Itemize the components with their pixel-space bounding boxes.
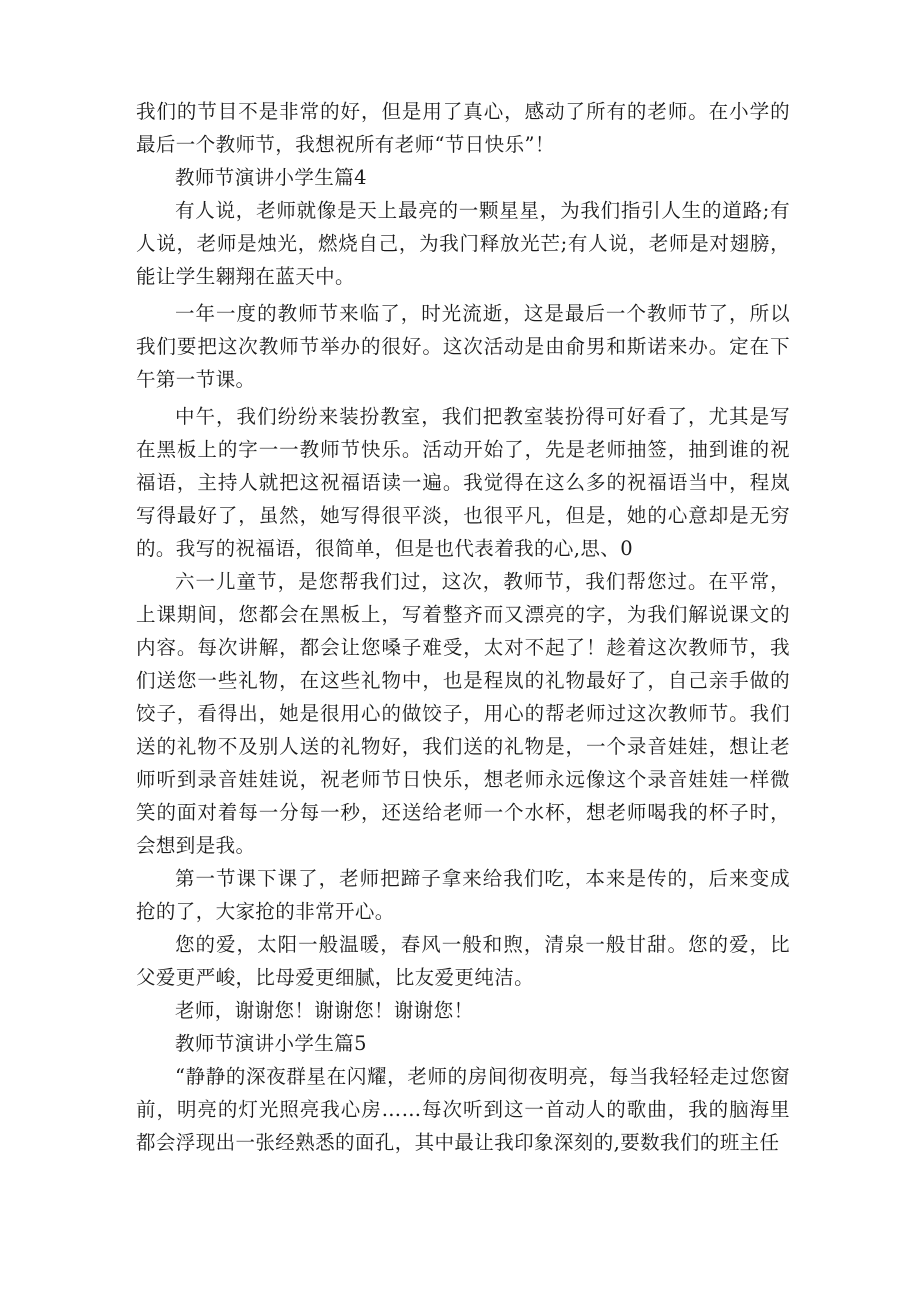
paragraph-3: 中午，我们纷纷来装扮教室，我们把教室装扮得可好看了，尤其是写在黑板上的字一一教师节快乐。活动开始了，先是老师抽签，抽到谁的祝福语，主持人就把这祝福语读一遍。我觉得在这么多的祝福语当中，程岚写得最好了，虽然，她写得很平淡，也很平凡，但是，她的心意却是无穷的。我写的祝福语，很简单，但是也代表着我的心,思、0: [136, 405, 790, 560]
paragraph-7: 老师，谢谢您！谢谢您！谢谢您！: [175, 999, 474, 1022]
paragraph-6: 您的爱，太阳一般温暖，春风一般和煦，清泉一般甘甜。您的爱，比父爱更严峻，比母爱更细腻，比友爱更纯洁。: [136, 933, 790, 989]
section-heading-4: 教师节演讲小学生篇4: [175, 166, 367, 189]
paragraph-1: 有人说，老师就像是天上最亮的一颗星星，为我们指引人生的道路;有人说，老师是烛光，燃烧自己，为我门释放光芒;有人说，老师是对翅膀，能让学生翱翔在蓝天中。: [136, 199, 790, 288]
paragraph-4: 六一儿童节，是您帮我们过，这次，教师节，我们帮您过。在平常，上课期间，您都会在黑板上，写着整齐而又漂亮的字，为我们解说课文的内容。每次讲解，都会让您嗓子难受，太对不起了！趁着这次教师节，我们送您一些礼物，在这些礼物中，也是程岚的礼物最好了，自己亲手做的饺子，看得出，她是很用心的做饺子，用心的帮老师过这次教师节。我们送的礼物不及别人送的礼物好，我们送的礼物是，一个录音娃娃，想让老师听到录音娃娃说，祝老师节日快乐，想老师永远像这个录音娃娃一样微笑的面对着每一分每一秒，还送给老师一个水杯，想老师喝我的杯子时，会想到是我。: [136, 570, 790, 857]
paragraph-5: 第一节课下课了，老师把蹄子拿来给我们吃，本来是传的，后来变成抢的了，大家抢的非常开心。: [136, 867, 790, 923]
document-body: [136, 95, 790, 1159]
paragraph-intro: 我们的节目不是非常的好，但是用了真心，感动了所有的老师。在小学的最后一个教师节，我想祝所有老师“节日快乐”！: [136, 100, 790, 156]
paragraph-2: 一年一度的教师节来临了，时光流逝，这是最后一个教师节了，所以我们要把这次教师节举办的很好。这次活动是由俞男和斯诺来办。定在下午第一节课。: [136, 302, 790, 391]
paragraph-8: “静静的深夜群星在闪耀，老师的房间彻夜明亮，每当我轻轻走过您窗前，明亮的灯光照亮我心房……每次听到这一首动人的歌曲，我的脑海里都会浮现出一张经熟悉的面孔，其中最让我印象深刻的,要数我们的班主任: [136, 1065, 790, 1154]
section-heading-5: 教师节演讲小学生篇5: [175, 1032, 367, 1055]
